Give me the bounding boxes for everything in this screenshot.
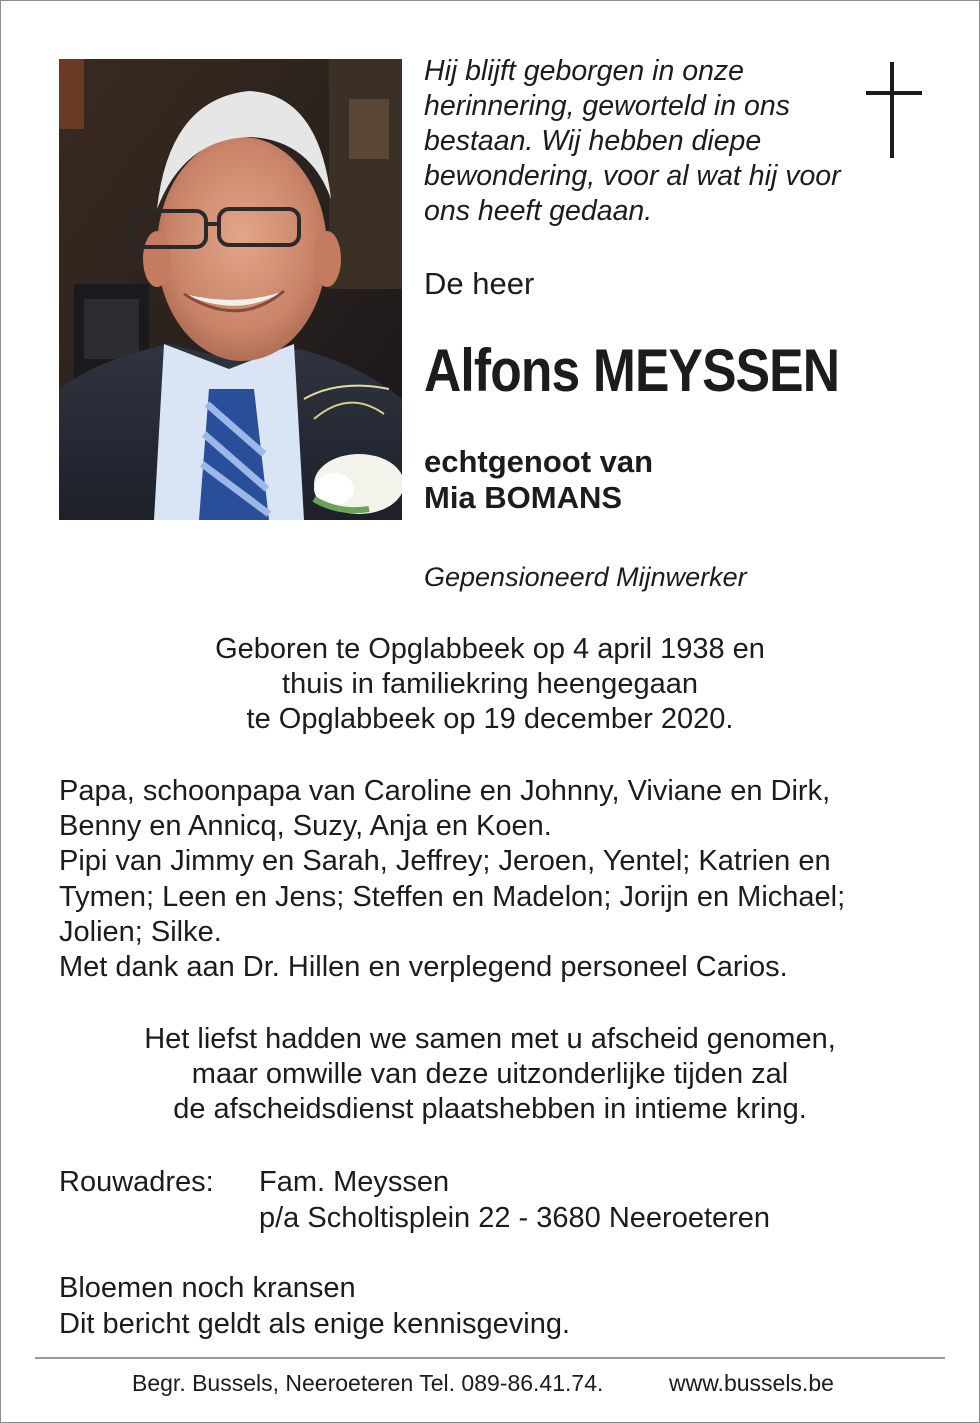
address-line: p/a Scholtisplein 22 - 3680 Neeroeteren — [259, 1202, 771, 1234]
family-line: Papa, schoonpapa van Caroline en Johnny, Viviane en Dirk, — [59, 775, 831, 807]
birth-death-line: te Opglabbeek op 19 december 2020. — [246, 703, 734, 735]
undertaker-info: Begr. Bussels, Neeroeteren Tel. 089-86.41.74. — [132, 1370, 604, 1396]
footer — [132, 1370, 834, 1397]
address-line: Fam. Meyssen — [259, 1166, 450, 1198]
memorial-quote — [424, 54, 894, 229]
address-label: Rouwadres: — [59, 1166, 214, 1198]
farewell-line: de afscheidsdienst plaatshebben in intieme kring. — [173, 1093, 807, 1125]
spouse-relation: echtgenoot van — [424, 444, 654, 479]
farewell-line: maar omwille van deze uitzonderlijke tijden zal — [191, 1058, 789, 1090]
family-line: Tymen; Leen en Jens; Steffen en Madelon; Jorijn en Michael; — [59, 880, 846, 913]
spouse-name: Mia BOMANS — [424, 480, 623, 515]
spouse-info — [424, 444, 653, 516]
website-link[interactable]: www.bussels.be — [669, 1370, 834, 1396]
family-line: Jolien; Silke. — [59, 915, 222, 948]
deceased-name: Alfons MEYSSEN — [424, 337, 840, 404]
portrait-photo — [59, 59, 402, 520]
quote-line: ons heeft gedaan. — [424, 195, 653, 227]
cross-icon — [866, 62, 922, 158]
closing-line: Dit bericht geldt als enige kennisgeving. — [59, 1308, 571, 1340]
birth-death-notice — [0, 632, 980, 737]
closing-line: Bloemen noch kransen — [59, 1272, 356, 1304]
footer-divider — [35, 1357, 945, 1359]
quote-line: herinnering, geworteld in ons — [424, 90, 790, 122]
occupation: Gepensioneerd Mijnwerker — [424, 562, 747, 592]
salutation: De heer — [424, 266, 535, 301]
family-line: Pipi van Jimmy en Sarah, Jeffrey; Jeroen, Yentel; Katrien en — [59, 845, 831, 878]
birth-death-line: thuis in familiekring heengegaan — [282, 668, 698, 700]
farewell-line: Het liefst hadden we samen met u afscheid genomen, — [144, 1023, 836, 1055]
closing-notice — [59, 1270, 570, 1342]
quote-line: bestaan. Wij hebben diepe — [424, 125, 762, 157]
family-line: Met dank aan Dr. Hillen en verplegend personeel Carios. — [59, 951, 788, 984]
birth-death-line: Geboren te Opglabbeek op 4 april 1938 en — [215, 633, 765, 665]
family-line: Benny en Annicq, Suzy, Anja en Koen. — [59, 810, 552, 843]
farewell-notice — [0, 1022, 980, 1127]
quote-line: bewondering, voor al wat hij voor — [424, 160, 841, 192]
quote-line: Hij blijft geborgen in onze — [424, 55, 745, 87]
family-list — [59, 774, 939, 985]
